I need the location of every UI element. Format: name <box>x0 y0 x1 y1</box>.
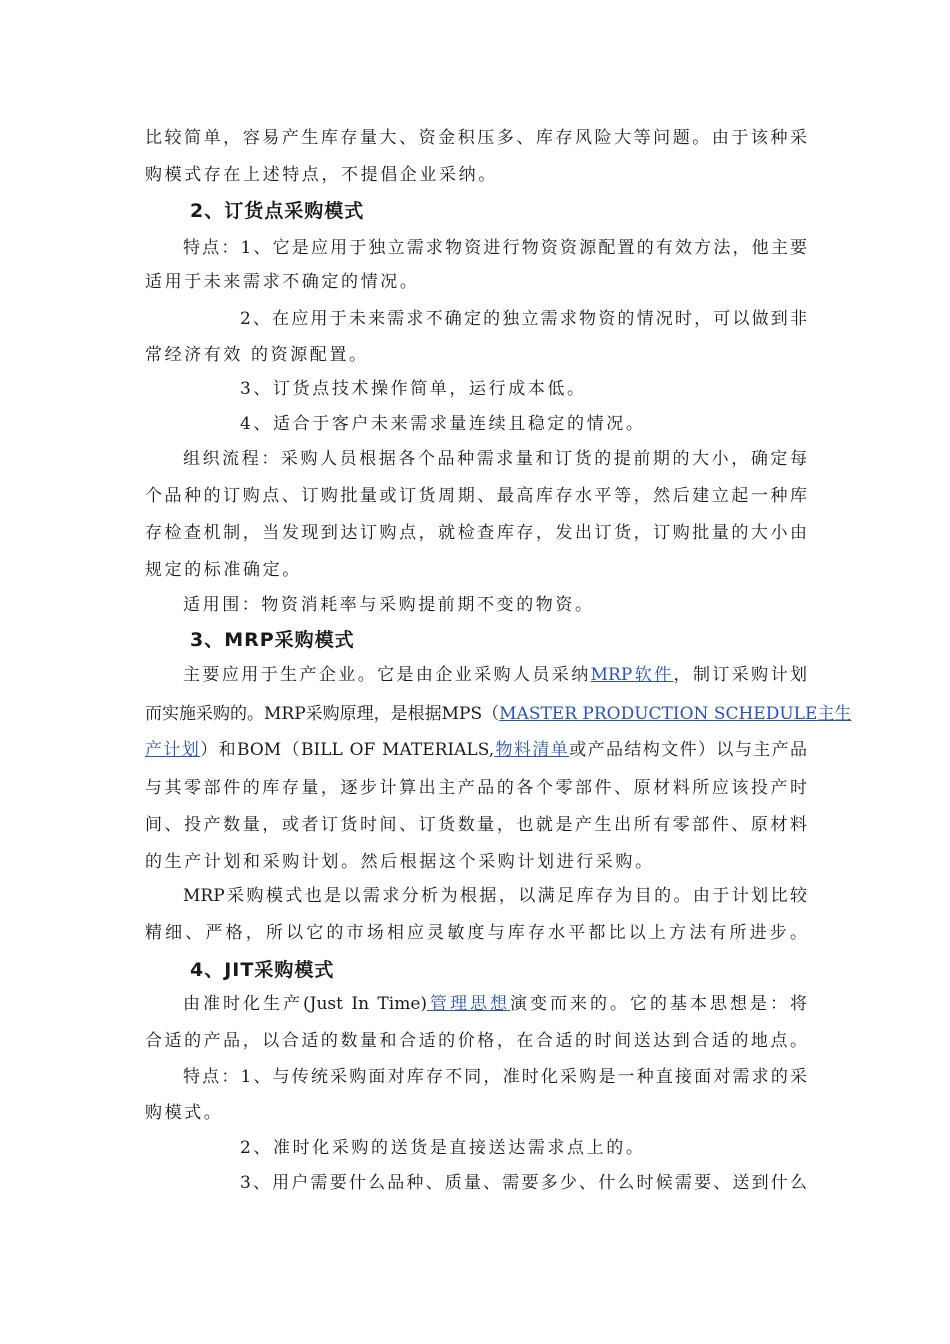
master-production-schedule-link[interactable]: MASTER PRODUCTION SCHEDULE主生 <box>499 704 852 724</box>
text-line: 购模式存在上述特点，不提倡企业采纳。 <box>145 165 498 185</box>
text-span: ，制订采购计划 <box>673 665 807 685</box>
text-span: 主要应用于生产企业。它是由企业采购人员采纳 <box>183 665 591 685</box>
text-line <box>145 703 852 725</box>
text-span: 由准时化生产(Just In Time) <box>183 994 428 1014</box>
text-line: MRP采购模式也是以需求分析为根据，以满足库存为目的。由于计划比较 <box>183 886 807 906</box>
text-line: 个品种的订购点、订购批量或订货周期、最高库存水平等，然后建立起一种库 <box>145 486 807 506</box>
text-line: 的生产计划和采购计划。然后根据这个采购计划进行采购。 <box>145 852 655 872</box>
text-line: 2、在应用于未来需求不确定的独立需求物资的情况时，可以做到非 <box>240 309 807 329</box>
text-line: 适用围：物资消耗率与采购提前期不变的物资。 <box>183 595 595 615</box>
text-line <box>183 993 807 1015</box>
text-line: 合适的产品，以合适的数量和合适的价格，在合适的时间送达到合适的地点。 <box>145 1031 807 1051</box>
section-heading-mrp: 3、MRP采购模式 <box>190 629 355 651</box>
text-span: 或产品结构文件）以与主产品 <box>569 740 808 760</box>
text-line: 3、用户需要什么品种、质量、需要多少、什么时候需要、送到什么 <box>240 1173 807 1193</box>
section-heading-reorder-point: 2、订货点采购模式 <box>190 200 365 222</box>
text-line: 组织流程：采购人员根据各个品种需求量和订货的提前期的大小，确定每 <box>183 449 807 469</box>
text-line: 常经济有效 的资源配置。 <box>145 345 369 365</box>
text-line: 比较简单，容易产生库存量大、资金积压多、库存风险大等问题。由于该种采 <box>145 128 807 148</box>
text-line: 2、准时化采购的送货是直接送达需求点上的。 <box>240 1138 646 1158</box>
text-span: ）和BOM（BILL OF MATERIALS, <box>200 740 495 760</box>
text-line: 规定的标准确定。 <box>145 560 302 580</box>
text-line: 特点：1、与传统采购面对库存不同，准时化采购是一种直接面对需求的采 <box>183 1067 807 1087</box>
bill-of-materials-link[interactable]: 物料清单 <box>494 740 570 760</box>
text-line: 与其零部件的库存量，逐步计算出主产品的各个零部件、原材料所应该投产时 <box>145 778 807 798</box>
section-heading-jit: 4、JIT采购模式 <box>190 959 335 981</box>
text-line: 4、适合于客户未来需求量连续且稳定的情况。 <box>240 414 646 434</box>
text-line <box>183 664 807 686</box>
management-thinking-link[interactable]: 管理思想 <box>427 994 511 1014</box>
master-production-schedule-link-cont[interactable]: 产计划 <box>145 740 201 760</box>
text-line: 3、订货点技术操作简单，运行成本低。 <box>240 379 587 399</box>
text-line: 购模式。 <box>145 1103 224 1123</box>
text-line: 精细、严格，所以它的市场相应灵敏度与库存水平都比以上方法有所进步。 <box>145 923 807 943</box>
text-line <box>145 739 807 761</box>
text-span: 而实施采购的。MRP采购原理，是根据MPS（ <box>145 704 500 724</box>
text-span: 演变而来的。它的基本思想是：将 <box>510 994 808 1014</box>
text-line: 存检查机制，当发现到达订购点，就检查库存，发出订货，订购批量的大小由 <box>145 523 807 543</box>
mrp-software-link[interactable]: MRP软件 <box>590 665 674 685</box>
text-line: 特点：1、它是应用于独立需求物资进行物资资源配置的有效方法，他主要 <box>183 238 807 258</box>
text-line: 间、投产数量，或者订货时间、订货数量，也就是产生出所有零部件、原材料 <box>145 815 807 835</box>
text-line: 适用于未来需求不确定的情况。 <box>145 272 420 292</box>
